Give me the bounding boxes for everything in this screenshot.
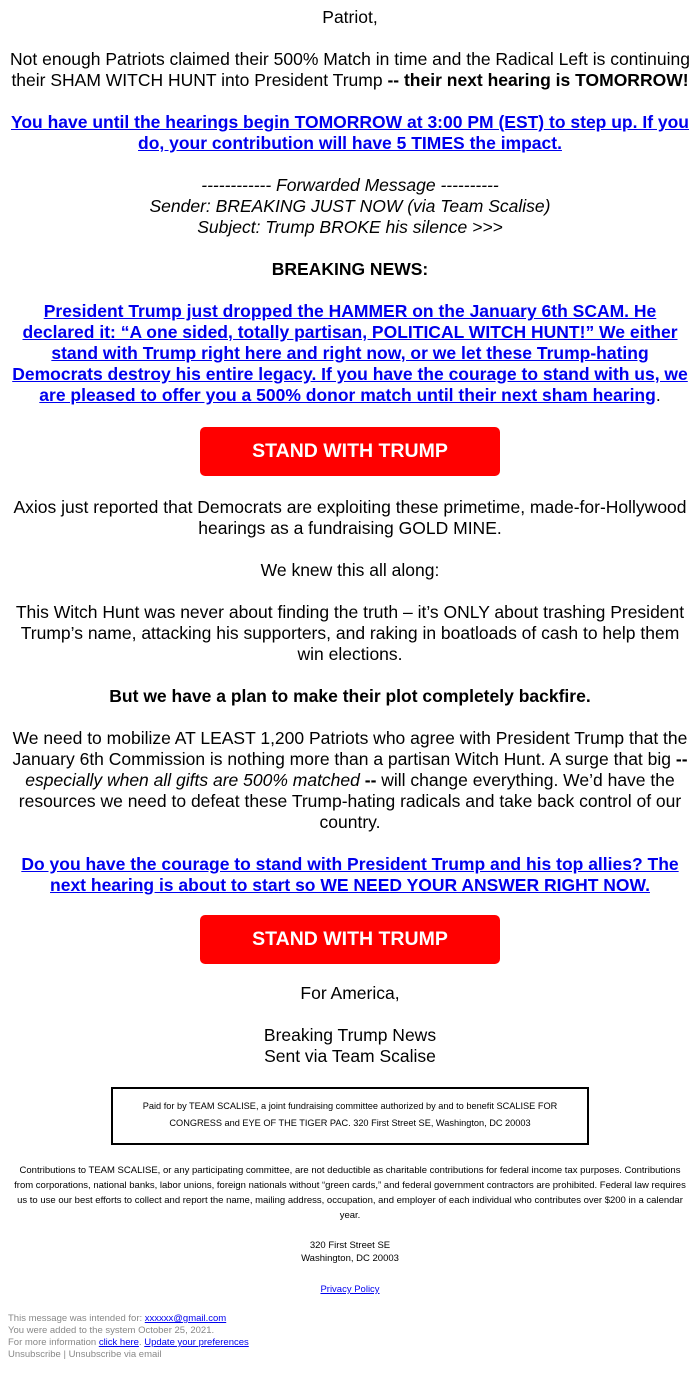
signoff-line-2: Sent via Team Scalise [264,1046,436,1066]
signoff-line-1: Breaking Trump News [263,1025,437,1045]
deadline-link[interactable]: You have until the hearings begin TOMORROW at 3:00 PM (EST) to step up. If you do, your contribution will have 5 TIMES the impact. [10,112,689,153]
breaking-news-link[interactable]: President Trump just dropped the HAMMER on the January 6th SCAM. He declared it: “A one sided, totally partisan, POLITICAL WITCH HUNT!” We either stand with Trump right here and right now, or we let these Trump-hating Democrats destroy his entire legacy. If you have the courage to stand with us, we are pleased to offer you a 500% donor match until their next sham hearing [12,301,688,405]
stand-with-trump-button-bottom[interactable]: STAND WITH TRUMP [200,915,500,964]
footer-unsubscribe-email[interactable]: Unsubscribe via email [68,1349,162,1360]
cta-container-top [10,427,690,476]
witch-hunt-paragraph: This Witch Hunt was never about finding the truth – it’s ONLY about trashing President Trump’s name, attacking his supporters, and raking in boatloads of cash to help them win elections. [15,602,685,664]
mobilize-dash-2: -- [364,770,377,790]
greeting: Patriot, [322,7,378,27]
mobilize-dash-1: -- [675,749,688,769]
privacy-policy-link[interactable]: Privacy Policy [320,1284,380,1295]
legal-disclaimer: Contributions to TEAM SCALISE, or any participating committee, are not deductible as charitable contributions for federal income tax purposes. Contributions from corporations, national banks, labor unions, foreign nationals without “green cards,” and federal government contractors are prohibited. Federal law requires us to use our best efforts to collect and report the name, mailing address, occupation, and employer of each individual who contributes over $200 in a calendar year. [14,1165,686,1221]
breaking-news-period: . [655,385,661,405]
footer-more-info-line [8,1337,692,1349]
cta-container-bottom [10,915,690,964]
breaking-news-heading: BREAKING NEWS: [271,259,429,279]
footer-email-link[interactable]: xxxxxx@gmail.com [144,1313,227,1324]
footer-intended-line [8,1313,692,1325]
footer-pipe: | [60,1349,69,1360]
footer-intended-label: This message was intended for: [8,1313,145,1324]
paid-for-container [10,1087,690,1145]
address-line-2: Washington, DC 20003 [301,1253,399,1264]
footer-more-info-label: For more information [8,1337,99,1348]
courage-link[interactable]: Do you have the courage to stand with President Trump and his top allies? The next hearing is about to start so WE NEED YOUR ANSWER RIGHT NOW. [21,854,679,895]
footer-added-line: You were added to the system October 25, 2021. [8,1325,215,1336]
signoff-closing: For America, [300,983,400,1003]
mobilize-paragraph [10,728,690,833]
mailing-address [10,1239,690,1265]
intro-bold-text: -- their next hearing is TOMORROW! [382,70,689,90]
footer-unsubscribe[interactable]: Unsubscribe [8,1349,61,1360]
mobilize-end: will change everything. We’d have the resources we need to defeat these Trump-hating radicals and take back control of our country. [18,770,682,832]
knew-paragraph: We knew this all along: [260,560,440,580]
deadline-paragraph [10,112,690,154]
paid-for-box: Paid for by TEAM SCALISE, a joint fundraising committee authorized by and to benefit SCALISE FOR CONGRESS and EYE OF THE TIGER PAC. 320 First Street SE, Washington, DC 20003 [111,1087,589,1145]
intro-paragraph [10,49,690,91]
footer-click-here-link[interactable]: click here [98,1337,139,1348]
mobilize-italic: especially when all gifts are 500% matched [25,770,365,790]
email-footer [0,1313,700,1361]
forwarded-sender: Sender: BREAKING JUST NOW (via Team Scalise) [149,196,551,216]
axios-paragraph: Axios just reported that Democrats are exploiting these primetime, made-for-Hollywood hearings as a fundraising GOLD MINE. [13,497,687,538]
signoff-signature [10,1025,690,1067]
forwarded-header: ------------ Forwarded Message ---------- [201,175,499,195]
breaking-news-paragraph [10,301,690,406]
privacy-policy-line [10,1282,690,1297]
courage-paragraph [10,854,690,896]
footer-unsubscribe-line [8,1349,692,1361]
forwarded-subject: Subject: Trump BROKE his silence >>> [197,217,503,237]
plan-heading: But we have a plan to make their plot completely backfire. [109,686,591,706]
mobilize-start: We need to mobilize AT LEAST 1,200 Patriots who agree with President Trump that the January 6th Commission is nothing more than a partisan Witch Hunt. A surge that big [12,728,688,769]
footer-separator: . [138,1337,145,1348]
footer-update-preferences-link[interactable]: Update your preferences [144,1337,249,1348]
stand-with-trump-button-top[interactable]: STAND WITH TRUMP [200,427,500,476]
address-line-1: 320 First Street SE [309,1240,391,1251]
intro-text: Not enough Patriots claimed their 500% Match in time and the Radical Left is continuing their SHAM WITCH HUNT into President Trump [10,49,690,90]
forwarded-message-block [10,175,690,238]
